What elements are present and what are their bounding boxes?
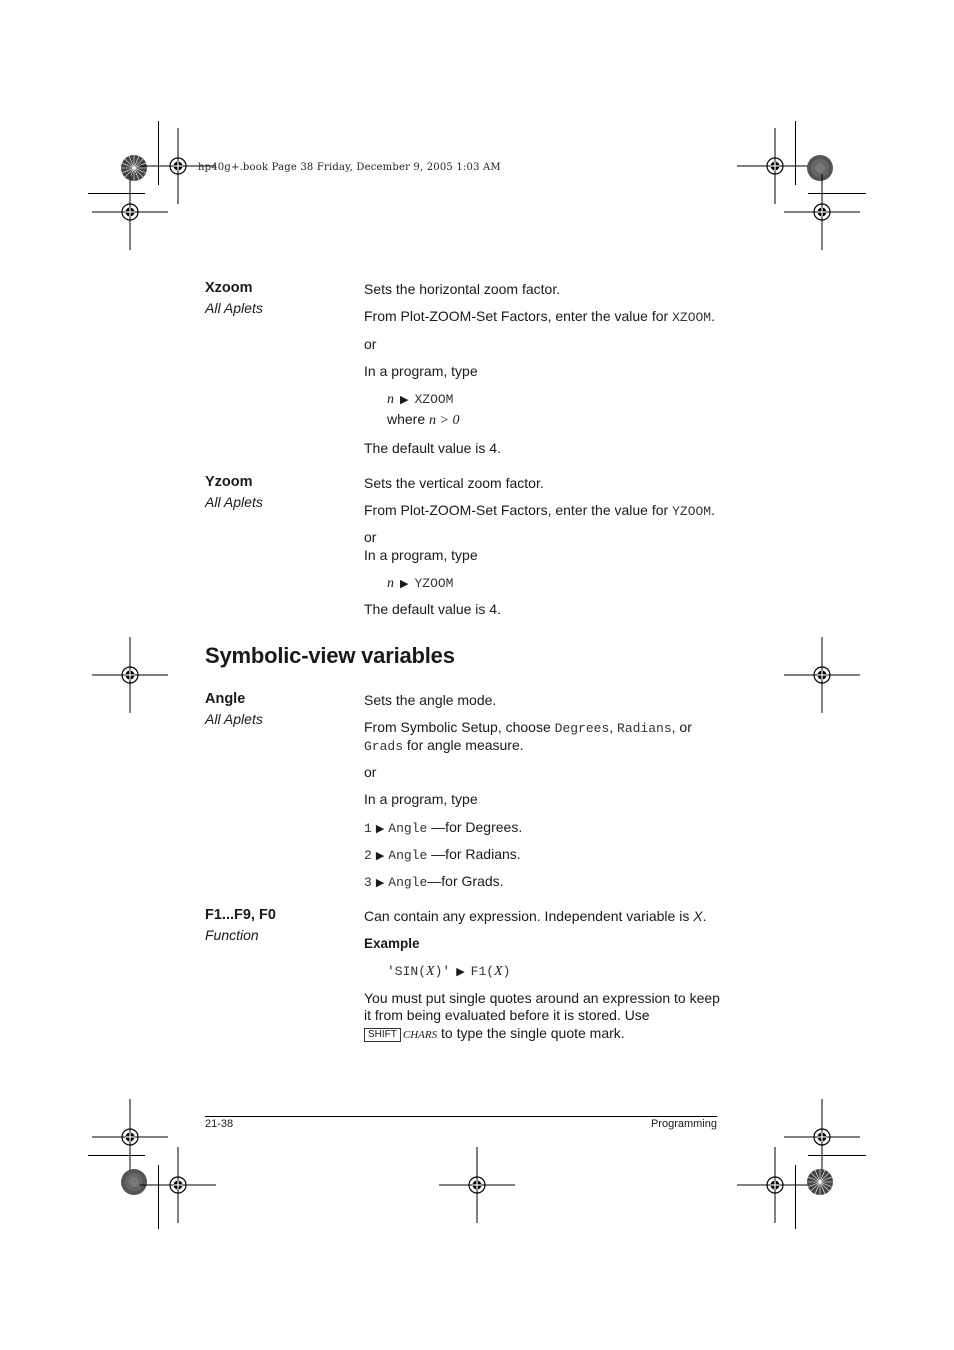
default-value: The default value is 4. bbox=[364, 601, 501, 617]
code-variable: YZOOM bbox=[414, 576, 454, 591]
chars-key-label: CHARS bbox=[402, 1029, 438, 1041]
code-variable: Angle bbox=[388, 821, 428, 836]
program-intro: In a program, type bbox=[364, 791, 478, 807]
where-clause bbox=[387, 411, 459, 429]
punctuation: . bbox=[702, 908, 707, 924]
term-description: Sets the horizontal zoom factor. bbox=[364, 281, 561, 297]
instruction-text-continued bbox=[364, 737, 524, 755]
option-radians: Radians bbox=[617, 721, 672, 736]
term-name: F1...F9, F0 bbox=[205, 907, 276, 923]
footer-rule bbox=[205, 1116, 717, 1117]
file-info-header: hp40g+.book Page 38 Friday, December 9, 2005 1:03 AM bbox=[198, 162, 501, 173]
code-variable: Angle bbox=[388, 848, 428, 863]
option-degrees: Degrees bbox=[554, 721, 610, 736]
option-grads: Grads bbox=[364, 739, 404, 754]
shift-key-icon: SHIFT bbox=[364, 1028, 401, 1042]
code-line bbox=[364, 846, 521, 865]
code-comment: —for Radians. bbox=[427, 846, 521, 862]
or-text: or bbox=[364, 764, 377, 780]
store-arrow-icon: ▶ bbox=[400, 578, 409, 590]
code-number: 2 bbox=[364, 848, 372, 863]
page-number: 21-38 bbox=[205, 1118, 234, 1130]
description-prefix: Can contain any expression. Independent variable is bbox=[364, 908, 690, 924]
punctuation: . bbox=[711, 502, 715, 518]
code-param: n bbox=[387, 392, 394, 407]
code-line bbox=[364, 873, 504, 892]
code-end: ) bbox=[502, 964, 511, 979]
variable-name: XZOOM bbox=[672, 310, 712, 325]
term-scope: All Aplets bbox=[205, 300, 263, 316]
example-heading: Example bbox=[364, 936, 420, 951]
instruction-prefix: From Plot-ZOOM-Set Factors, enter the value for bbox=[364, 502, 669, 518]
variable-name: YZOOM bbox=[672, 504, 712, 519]
term-scope: Function bbox=[205, 927, 259, 943]
code-close: )' bbox=[434, 964, 451, 979]
instruction-prefix: From Symbolic Setup, choose bbox=[364, 719, 551, 735]
code-variable: XZOOM bbox=[414, 392, 454, 407]
term-name: Yzoom bbox=[205, 474, 253, 490]
note-line bbox=[364, 1025, 625, 1044]
term-description: Sets the vertical zoom factor. bbox=[364, 475, 544, 491]
code-comment: —for Grads. bbox=[427, 873, 504, 889]
code-line bbox=[364, 819, 522, 838]
code-line bbox=[387, 390, 453, 409]
section-heading: Symbolic-view variables bbox=[205, 643, 455, 668]
where-condition: n > 0 bbox=[429, 413, 460, 428]
code-number: 3 bbox=[364, 875, 372, 890]
note-line: it from being evaluated before it is stored. Use bbox=[364, 1007, 650, 1023]
store-arrow-icon: ▶ bbox=[375, 850, 385, 862]
or-text: or bbox=[364, 529, 377, 545]
store-arrow-icon: ▶ bbox=[400, 394, 409, 406]
program-intro: In a program, type bbox=[364, 547, 478, 563]
code-number: 1 bbox=[364, 821, 372, 836]
term-name: Angle bbox=[205, 691, 246, 707]
instruction-text bbox=[364, 502, 715, 520]
term-scope: All Aplets bbox=[205, 711, 263, 727]
code-open: 'SIN( bbox=[387, 964, 427, 979]
punctuation: , or bbox=[671, 719, 692, 735]
where-label: where bbox=[387, 411, 426, 427]
example-code bbox=[387, 962, 510, 981]
independent-variable: X bbox=[693, 908, 703, 924]
note-text: to type the single quote mark. bbox=[441, 1025, 625, 1041]
store-arrow-icon: ▶ bbox=[375, 877, 385, 889]
store-arrow-icon: ▶ bbox=[375, 823, 385, 835]
code-function: F1( bbox=[470, 964, 495, 979]
code-comment: —for Degrees. bbox=[427, 819, 523, 835]
punctuation: . bbox=[711, 308, 715, 324]
note-line: You must put single quotes around an expression to keep bbox=[364, 990, 720, 1006]
instruction-text bbox=[364, 308, 715, 326]
store-arrow-icon: ▶ bbox=[456, 966, 465, 978]
code-param: X bbox=[426, 964, 435, 979]
code-variable: Angle bbox=[388, 875, 428, 890]
chapter-name: Programming bbox=[650, 1118, 717, 1130]
term-description bbox=[364, 908, 706, 925]
or-text: or bbox=[364, 336, 377, 352]
default-value: The default value is 4. bbox=[364, 440, 501, 456]
program-intro: In a program, type bbox=[364, 363, 478, 379]
term-scope: All Aplets bbox=[205, 494, 263, 510]
punctuation: , bbox=[609, 719, 614, 735]
code-param: X bbox=[494, 964, 503, 979]
term-description: Sets the angle mode. bbox=[364, 692, 497, 708]
instruction-prefix: From Plot-ZOOM-Set Factors, enter the value for bbox=[364, 308, 669, 324]
instruction-suffix: for angle measure. bbox=[406, 737, 524, 753]
code-line bbox=[387, 574, 453, 593]
instruction-text bbox=[364, 719, 692, 737]
code-param: n bbox=[387, 576, 394, 591]
term-name: Xzoom bbox=[205, 280, 253, 296]
